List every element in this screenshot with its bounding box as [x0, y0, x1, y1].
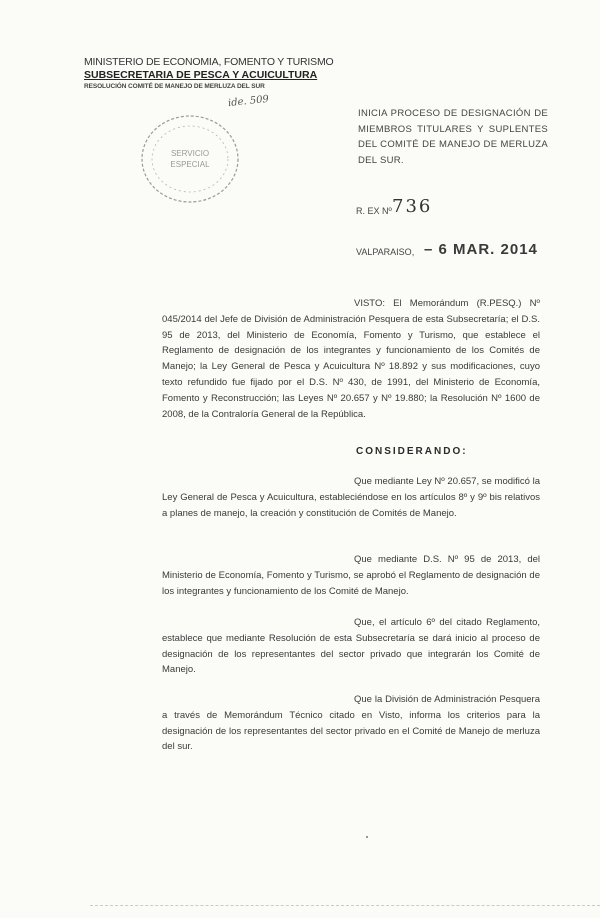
official-seal-stamp — [138, 112, 242, 206]
scan-edge-line — [90, 905, 600, 907]
considerando-paragraph: Que la División de Administración Pesquera a través de Memorándum Técnico citado en Visto, informa los criterios para la designación de los representantes del sector privado en el Comité de Manejo de merluza del sur. — [162, 694, 540, 753]
considerando-paragraph: Que mediante Ley Nº 20.657, se modificó la Ley General de Pesca y Acuicultura, estableciéndose en los artículos 8º y 9º bis relativos a planes de manejo, la creación y constitución de Comités de Manejo. — [162, 476, 540, 519]
date-stamp: – 6 MAR. 2014 — [424, 241, 538, 258]
ministry-name: MINISTERIO DE ECONOMIA, FOMENTO Y TURISMO — [84, 56, 334, 68]
considerando-paragraph: Que, el artículo 6º del citado Reglamento, establece que mediante Resolución de esta Subsecretaría se dará inicio al proceso de designación de los representantes del sector privado que integrarán los Comité de Manejo. — [162, 617, 540, 676]
resolution-number: 736 — [392, 196, 433, 217]
stamp-text: ESPECIAL — [170, 160, 210, 169]
stamp-text: SERVICIO — [170, 149, 210, 158]
date-place: VALPARAISO, — [356, 247, 415, 257]
considerando-paragraph: Que mediante D.S. Nº 95 de 2013, del Ministerio de Economía, Fomento y Turismo, se aprobó el Reglamento de designación de los integrantes y funcionamiento de los Comité de Manejo. — [162, 554, 540, 597]
page-mark — [366, 836, 368, 838]
resolution-subject: INICIA PROCESO DE DESIGNACIÓN DE MIEMBROS TITULARES Y SUPLENTES DEL COMITÉ DE MANEJO DE MERLUZA DEL SUR. — [358, 108, 548, 166]
resolution-reference: RESOLUCIÓN COMITÉ DE MANEJO DE MERLUZA DEL SUR — [84, 83, 265, 90]
subsecretaria-name: SUBSECRETARIA DE PESCA Y ACUICULTURA — [84, 69, 318, 81]
resolution-label: R. EX Nº — [356, 206, 392, 216]
letterhead — [84, 56, 333, 90]
handwritten-note: ide. 509 — [227, 93, 270, 110]
considerando-heading: CONSIDERANDO: — [356, 446, 468, 457]
visto-paragraph: VISTO: El Memorándum (R.PESQ.) Nº 045/2014 del Jefe de División de Administración Pesquera de esta Subsecretaría; el D.S. 95 de 2013, del Ministerio de Economía, Fomento y Turismo, que establece el Reglamento de designación de los integrantes y funcionamiento de los Comités de Manejo; la Ley General de Pesca y Acuicultura Nº 18.892 y sus modificaciones, cuyo texto refundido fue fijado por el D.S. Nº 430, de 1991, del Ministerio de Economía, Fomento y Reconstrucción; las Leyes Nº 20.657 y Nº 19.880; la Resolución Nº 1600 de 2008, de la Contraloría General de la República. — [162, 298, 540, 420]
